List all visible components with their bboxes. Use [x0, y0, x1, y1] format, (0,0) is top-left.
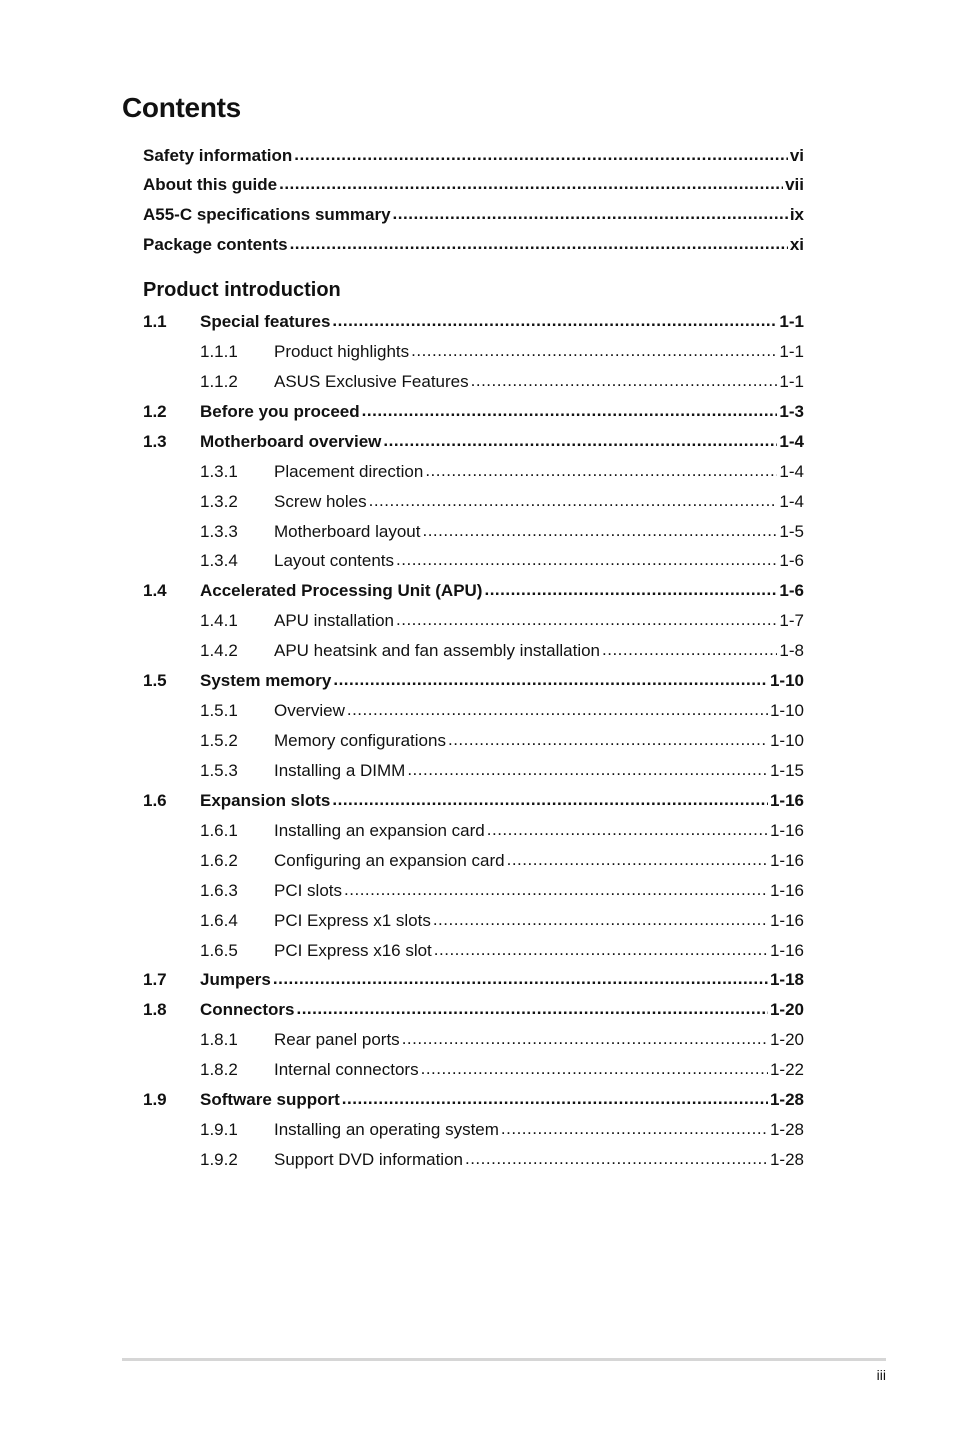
- toc-entry-number: 1.4.1: [200, 611, 238, 630]
- toc-entry-number: 1.4.2: [200, 641, 238, 660]
- toc-entry-page: 1-10: [769, 671, 804, 690]
- dot-leader: [333, 669, 768, 691]
- toc-entry-page: 1-1: [779, 372, 804, 391]
- toc-entry[interactable]: [143, 1029, 804, 1051]
- dot-leader: [465, 1148, 768, 1170]
- toc-entry-label: A55-C specifications summary: [143, 205, 391, 224]
- dot-leader: [507, 849, 768, 871]
- toc-entry-number: 1.5.1: [200, 701, 238, 720]
- toc-entry-label: Rear panel ports: [274, 1030, 400, 1049]
- page-number: iii: [876, 1367, 886, 1383]
- dot-leader: [369, 490, 778, 512]
- dot-leader: [383, 430, 777, 452]
- toc-entry-number: 1.5: [143, 671, 167, 690]
- toc-entry-number: 1.9.2: [200, 1150, 238, 1169]
- toc-entry-page: 1-7: [779, 611, 804, 630]
- toc-entry-label: APU heatsink and fan assembly installation: [274, 641, 601, 660]
- toc-entry-number: 1.5.3: [200, 761, 238, 780]
- toc-entry-label: About this guide: [143, 175, 278, 194]
- toc-entry-label: Product highlights: [274, 342, 410, 361]
- toc-entry-label: Screw holes: [274, 492, 367, 511]
- toc-entry-page: 1-16: [769, 791, 804, 810]
- toc-entry[interactable]: [143, 341, 804, 363]
- dot-leader: [294, 144, 788, 166]
- dot-leader: [279, 173, 783, 195]
- toc-entry[interactable]: [143, 610, 804, 632]
- toc-entry-label: Installing an expansion card: [274, 821, 485, 840]
- toc-entry-page: 1-1: [779, 312, 804, 331]
- dot-leader: [484, 579, 777, 601]
- toc-entry[interactable]: [143, 790, 804, 812]
- toc-entry-number: 1.8.2: [200, 1060, 238, 1079]
- toc-entry-page: 1-6: [779, 581, 804, 600]
- toc-entry[interactable]: [143, 850, 804, 872]
- toc-entry-page: 1-3: [779, 402, 804, 421]
- toc-entry-number: 1.2: [143, 402, 167, 421]
- toc-entry-page: vi: [789, 146, 804, 165]
- toc-entry-page: 1-22: [769, 1060, 804, 1079]
- dot-leader: [501, 1118, 768, 1140]
- toc-entry-page: 1-20: [769, 1000, 804, 1019]
- toc-entry[interactable]: [143, 880, 804, 902]
- toc-entry-label: System memory: [200, 671, 332, 690]
- toc-entry-label: Installing a DIMM: [274, 761, 406, 780]
- dot-leader: [433, 909, 768, 931]
- toc-entry[interactable]: [143, 311, 804, 333]
- toc-entry[interactable]: [143, 401, 804, 423]
- toc-entry-label: Motherboard layout: [274, 522, 421, 541]
- toc-entry-number: 1.6: [143, 791, 167, 810]
- toc-entry-number: 1.1.2: [200, 372, 238, 391]
- toc-entry-page: vii: [785, 175, 804, 194]
- toc-entry-label: Configuring an expansion card: [274, 851, 505, 870]
- toc-entry-label: Before you proceed: [200, 402, 360, 421]
- toc-entry-label: Connectors: [200, 1000, 295, 1019]
- toc-entry[interactable]: [143, 431, 804, 453]
- toc-entry-number: 1.6.1: [200, 821, 238, 840]
- toc-entry-number: 1.6.2: [200, 851, 238, 870]
- toc-entry[interactable]: [143, 969, 804, 991]
- toc-entry-number: 1.3: [143, 432, 167, 451]
- toc-entry-page: 1-4: [779, 432, 804, 451]
- toc-entry-label: Package contents: [143, 235, 288, 254]
- toc-entry-label: APU installation: [274, 611, 395, 630]
- toc-entry-page: 1-20: [769, 1030, 804, 1049]
- dot-leader: [273, 968, 768, 990]
- toc-entry-label: Motherboard overview: [200, 432, 382, 451]
- toc-entry[interactable]: [143, 521, 804, 543]
- toc-entry[interactable]: [143, 550, 804, 572]
- toc-entry[interactable]: [143, 174, 804, 196]
- toc-entry-number: 1.6.4: [200, 911, 238, 930]
- dot-leader: [344, 879, 768, 901]
- dot-leader: [448, 729, 768, 751]
- toc-entry-page: 1-4: [779, 462, 804, 481]
- toc-entry-page: 1-1: [779, 342, 804, 361]
- toc-entry-page: 1-16: [769, 821, 804, 840]
- toc-entry[interactable]: [143, 234, 804, 256]
- dot-leader: [402, 1028, 768, 1050]
- toc-entry-label: Accelerated Processing Unit (APU): [200, 581, 483, 600]
- toc-entry-number: 1.3.1: [200, 462, 238, 481]
- toc-entry-page: 1-28: [769, 1090, 804, 1109]
- toc-entry[interactable]: [143, 1089, 804, 1111]
- toc-entry-number: 1.8: [143, 1000, 167, 1019]
- toc-entry-label: Support DVD information: [274, 1150, 463, 1169]
- toc-entry-number: 1.7: [143, 970, 167, 989]
- toc-entry-page: 1-16: [769, 941, 804, 960]
- toc-entry-number: 1.9: [143, 1090, 167, 1109]
- dot-leader: [362, 400, 778, 422]
- dot-leader: [421, 1058, 768, 1080]
- toc-entry-page: 1-16: [769, 881, 804, 900]
- toc-entry-label: Internal connectors: [274, 1060, 419, 1079]
- footer-rule: [122, 1358, 886, 1361]
- toc-entry-label: Overview: [274, 701, 345, 720]
- toc-entry-page: 1-5: [779, 522, 804, 541]
- dot-leader: [471, 370, 778, 392]
- dot-leader: [602, 639, 777, 661]
- toc-entry[interactable]: [143, 910, 804, 932]
- toc-entry[interactable]: [143, 1149, 804, 1171]
- toc-entry[interactable]: [143, 999, 804, 1021]
- dot-leader: [487, 819, 768, 841]
- toc-entry[interactable]: [143, 640, 804, 662]
- toc-entry-page: 1-28: [769, 1150, 804, 1169]
- toc-entry[interactable]: [143, 145, 804, 167]
- toc-entry-page: 1-16: [769, 851, 804, 870]
- toc-entry-page: 1-4: [779, 492, 804, 511]
- toc-entry[interactable]: [143, 670, 804, 692]
- dot-leader: [332, 789, 768, 811]
- toc-entry-label: Installing an operating system: [274, 1120, 499, 1139]
- toc-entry-number: 1.3.2: [200, 492, 238, 511]
- toc-entry[interactable]: [143, 461, 804, 483]
- toc-entry-number: 1.1: [143, 312, 167, 331]
- toc-entry-label: ASUS Exclusive Features: [274, 372, 469, 391]
- toc-entry-label: Memory configurations: [274, 731, 446, 750]
- dot-leader: [396, 549, 777, 571]
- toc-entry-page: 1-8: [779, 641, 804, 660]
- dot-leader: [347, 699, 768, 721]
- dot-leader: [332, 310, 777, 332]
- page-title: Contents: [122, 92, 241, 123]
- toc-entry-label: PCI Express x16 slot: [274, 941, 432, 960]
- toc-entry[interactable]: [143, 730, 804, 752]
- dot-leader: [290, 233, 788, 255]
- toc-entry[interactable]: [143, 580, 804, 602]
- toc-entry-page: 1-10: [769, 701, 804, 720]
- toc-entry[interactable]: [143, 820, 804, 842]
- toc-entry-label: Layout contents: [274, 551, 395, 570]
- toc-entry[interactable]: [143, 700, 804, 722]
- dot-leader: [425, 460, 777, 482]
- toc-entry-page: 1-6: [779, 551, 804, 570]
- dot-leader: [411, 340, 777, 362]
- toc-entry-label: Jumpers: [200, 970, 271, 989]
- toc-entry-page: 1-16: [769, 911, 804, 930]
- toc-entry-number: 1.5.2: [200, 731, 238, 750]
- toc-entry-number: 1.6.5: [200, 941, 238, 960]
- toc-entry-label: Special features: [200, 312, 331, 331]
- toc-entry-label: Safety information: [143, 146, 293, 165]
- toc-entry[interactable]: [143, 940, 804, 962]
- toc-entry-number: 1.1.1: [200, 342, 238, 361]
- dot-leader: [396, 609, 777, 631]
- toc-entry-page: 1-18: [769, 970, 804, 989]
- dot-leader: [407, 759, 768, 781]
- toc-entry-page: 1-15: [769, 761, 804, 780]
- toc-entry-number: 1.8.1: [200, 1030, 238, 1049]
- toc-entry[interactable]: [143, 1059, 804, 1081]
- dot-leader: [393, 203, 788, 225]
- toc-entry-label: Expansion slots: [200, 791, 331, 810]
- toc-entry-label: PCI Express x1 slots: [274, 911, 431, 930]
- toc-entry-label: Placement direction: [274, 462, 424, 481]
- toc-entry-number: 1.4: [143, 581, 167, 600]
- dot-leader: [296, 998, 768, 1020]
- dot-leader: [342, 1088, 768, 1110]
- toc-entry-number: 1.3.3: [200, 522, 238, 541]
- toc-entry-page: 1-10: [769, 731, 804, 750]
- toc-entry-number: 1.3.4: [200, 551, 238, 570]
- dot-leader: [434, 939, 768, 961]
- toc-entry-number: 1.6.3: [200, 881, 238, 900]
- toc-entry[interactable]: [143, 760, 804, 782]
- toc-entry-label: Software support: [200, 1090, 340, 1109]
- toc-entry-page: 1-28: [769, 1120, 804, 1139]
- toc-entry[interactable]: [143, 204, 804, 226]
- toc-entry-label: PCI slots: [274, 881, 343, 900]
- toc-entry-page: xi: [789, 235, 804, 254]
- toc-entry-number: 1.9.1: [200, 1120, 238, 1139]
- dot-leader: [422, 520, 777, 542]
- toc-entry[interactable]: [143, 491, 804, 513]
- toc-entry[interactable]: [143, 1119, 804, 1141]
- toc-entry[interactable]: [143, 371, 804, 393]
- chapter-title: Product introduction: [143, 279, 341, 301]
- toc-entry-page: ix: [789, 205, 804, 224]
